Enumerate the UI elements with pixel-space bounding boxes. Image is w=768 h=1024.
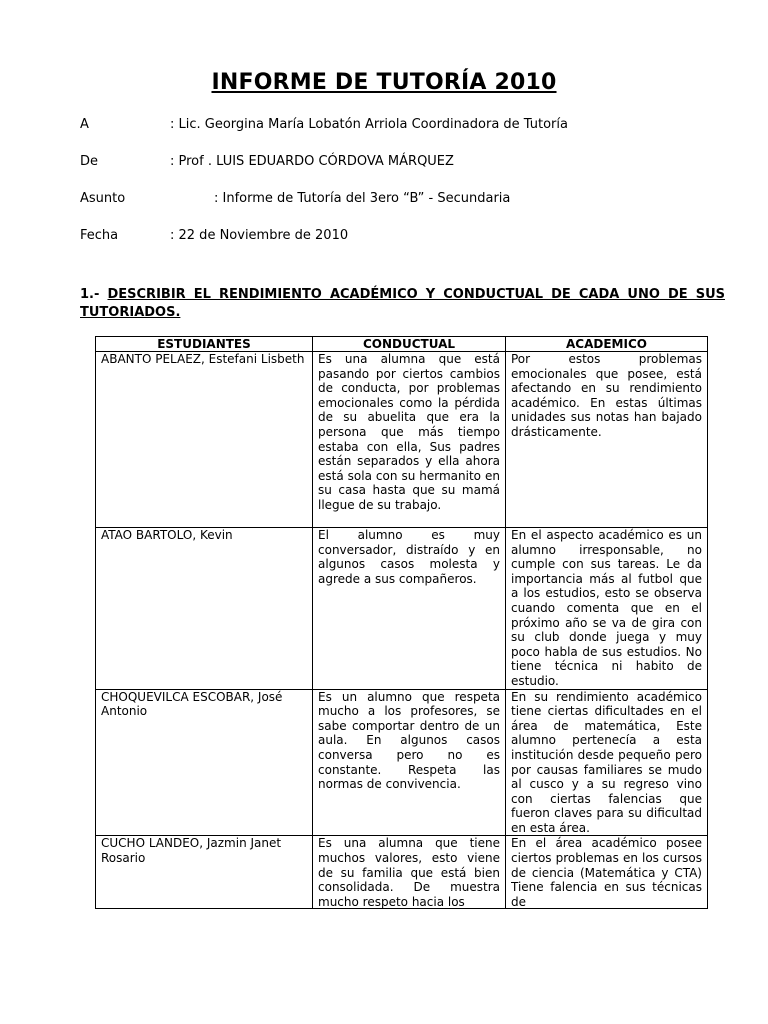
header-label: A xyxy=(80,117,89,132)
academico-text: En el área académico posee ciertos problemas en los cursos de ciencia (Matemática y CTA) Tiene falencia en sus técnicas de xyxy=(511,836,702,909)
header-row-from xyxy=(80,154,454,169)
header-value: : Informe de Tutoría del 3ero “B” - Secundaria xyxy=(214,191,511,206)
academico-cell: En su rendimiento académico tiene ciertas dificultades en el área de matemática, Este alumno pertenecía a esta institución desde pequeño pero por causas familiares se mudo al cusco y a su regreso vino con ciertas falencias que fueron claves para su dificultad en esta área. xyxy=(506,689,708,836)
document-title: INFORME DE TUTORÍA 2010 xyxy=(211,70,557,95)
table-row xyxy=(96,836,708,909)
header-row-date xyxy=(80,228,348,243)
student-name-text: CUCHO LANDEO, Jazmin Janet Rosario xyxy=(101,836,282,866)
student-name: ABANTO PELAEZ, Estefani Lisbeth xyxy=(96,352,313,528)
header-label: Asunto xyxy=(80,191,126,206)
section-heading-text: DESCRIBIR EL RENDIMIENTO ACADÉMICO Y CONDUCTUAL DE CADA UNO DE SUS TUTORIADOS. xyxy=(80,287,726,320)
academico-cell xyxy=(506,836,708,909)
student-name xyxy=(96,836,313,909)
conductual-cell: Es un alumno que respeta mucho a los profesores, se sabe comportar dentro de un aula. En algunos casos conversa pero no es constante. Respeta las normas de convivencia. xyxy=(313,689,506,836)
column-header-academico: ACADEMICO xyxy=(506,337,708,352)
header-row-to xyxy=(80,117,568,132)
header-label: De xyxy=(80,154,99,169)
header-value: : Prof . LUIS EDUARDO CÓRDOVA MÁRQUEZ xyxy=(170,154,454,169)
header-value: : 22 de Noviembre de 2010 xyxy=(170,228,349,243)
section-number: 1.- xyxy=(80,287,108,302)
conductual-cell: El alumno es muy conversador, distraído y en algunos casos molesta y agrede a sus compañeros. xyxy=(313,528,506,690)
table-row xyxy=(96,689,708,836)
table-row xyxy=(96,352,708,528)
header-row-subject xyxy=(80,191,510,206)
header-label: Fecha xyxy=(80,228,119,243)
students-table xyxy=(95,336,708,909)
student-name: ATAO BARTOLO, Kevin xyxy=(96,528,313,690)
conductual-text: Es una alumna que tiene muchos valores, esto viene de su familia que está bien consolidada. De muestra mucho respeto hacia los xyxy=(318,836,500,909)
academico-cell: En el aspecto académico es un alumno irresponsable, no cumple con sus tareas. Le da importancia más al futbol que a los estudios, esto se observa cuando comenta que en el próximo año se va de gira con su club donde juega y muy poco habla de sus estudios. No tiene técnica ni habito de estudio. xyxy=(506,528,708,690)
header-value: : Lic. Georgina María Lobatón Arriola Coordinadora de Tutoría xyxy=(170,117,568,132)
conductual-cell: Es una alumna que está pasando por ciertos cambios de conducta, por problemas emocionales como la pérdida de su abuelita que era la persona que más tiempo estaba con ella, Sus padres están separados y ella ahora está sola con su hermanito en su casa hasta que su mamá llegue de su trabajo. xyxy=(313,352,506,528)
academico-cell: Por estos problemas emocionales que posee, está afectando en su rendimiento académico. En estas últimas unidades sus notas han bajado drásticamente. xyxy=(506,352,708,528)
section-heading xyxy=(80,286,725,322)
conductual-cell xyxy=(313,836,506,909)
student-name: CHOQUEVILCA ESCOBAR, José Antonio xyxy=(96,689,313,836)
column-header-students: ESTUDIANTES xyxy=(96,337,313,352)
table-header-row xyxy=(96,337,708,352)
table-row xyxy=(96,528,708,690)
column-header-conductual: CONDUCTUAL xyxy=(313,337,506,352)
